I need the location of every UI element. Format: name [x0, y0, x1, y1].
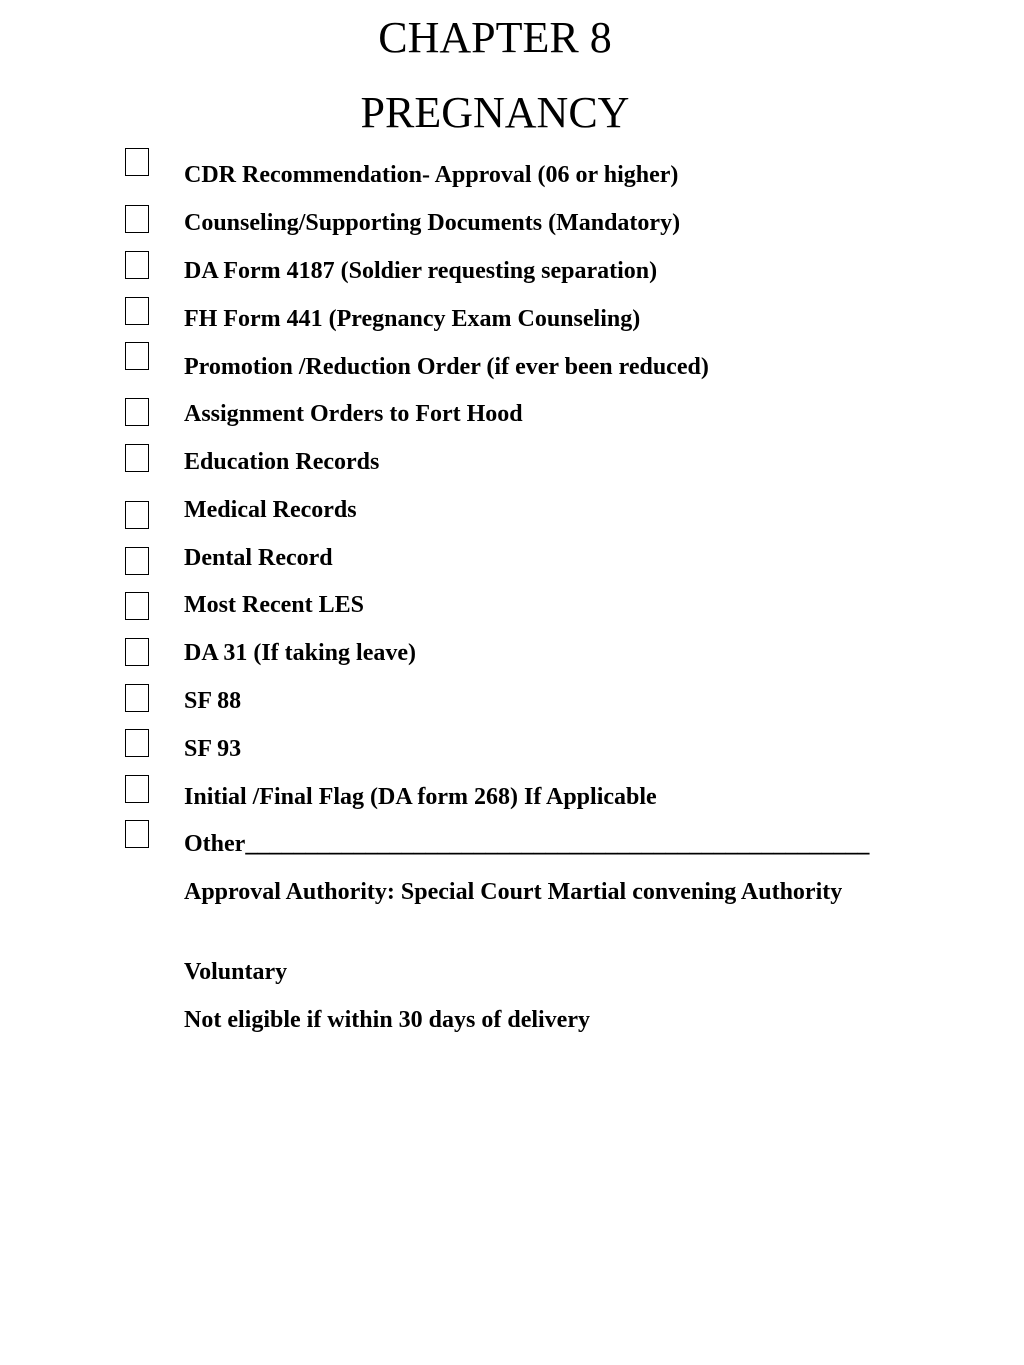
checklist-item-label: Medical Records [184, 497, 357, 523]
checklist-item-label: Initial /Final Flag (DA form 268) If Applicable [184, 784, 657, 810]
checkbox-promotion-reduction-order[interactable] [125, 342, 149, 370]
checkbox-da-31[interactable] [125, 638, 149, 666]
checklist-item-label: CDR Recommendation- Approval (06 or higher) [184, 162, 679, 188]
checkbox-medical-records[interactable] [125, 501, 149, 529]
checkbox-education-records[interactable] [125, 444, 149, 472]
checklist-item-label: Assignment Orders to Fort Hood [184, 401, 523, 427]
checklist-item-label: DA 31 (If taking leave) [184, 640, 416, 666]
checklist-item-label: Counseling/Supporting Documents (Mandatory) [184, 210, 681, 236]
checkbox-cdr-recommendation[interactable] [125, 148, 149, 176]
checklist-item-label: FH Form 441 (Pregnancy Exam Counseling) [184, 306, 641, 332]
checkbox-flag-da-form-268[interactable] [125, 775, 149, 803]
checkbox-dental-record[interactable] [125, 547, 149, 575]
other-line-label: Other____________________________________________________ [184, 831, 870, 857]
chapter-title: CHAPTER 8 [378, 13, 612, 62]
eligibility-note: Not eligible if within 30 days of delivery [184, 1007, 590, 1033]
section-title: PREGNANCY [360, 88, 630, 137]
checkbox-most-recent-les[interactable] [125, 592, 149, 620]
checkbox-da-form-4187[interactable] [125, 251, 149, 279]
checklist-item-label: Promotion /Reduction Order (if ever been reduced) [184, 354, 709, 380]
checklist-item-label: SF 88 [184, 688, 242, 714]
checkbox-counseling-documents[interactable] [125, 205, 149, 233]
voluntary-note: Voluntary [184, 959, 288, 985]
checklist-item-label: Most Recent LES [184, 592, 364, 618]
checklist-item-label: Dental Record [184, 545, 333, 571]
approval-authority-note: Approval Authority: Special Court Martial convening Authority [184, 879, 843, 905]
checklist-item-label: SF 93 [184, 736, 242, 762]
checklist-item-label: Education Records [184, 449, 380, 475]
checkbox-sf-88[interactable] [125, 684, 149, 712]
checklist-item-label: DA Form 4187 (Soldier requesting separation) [184, 258, 658, 284]
checkbox-fh-form-441[interactable] [125, 297, 149, 325]
checkbox-other[interactable] [125, 820, 149, 848]
checkbox-sf-93[interactable] [125, 729, 149, 757]
checkbox-assignment-orders[interactable] [125, 398, 149, 426]
